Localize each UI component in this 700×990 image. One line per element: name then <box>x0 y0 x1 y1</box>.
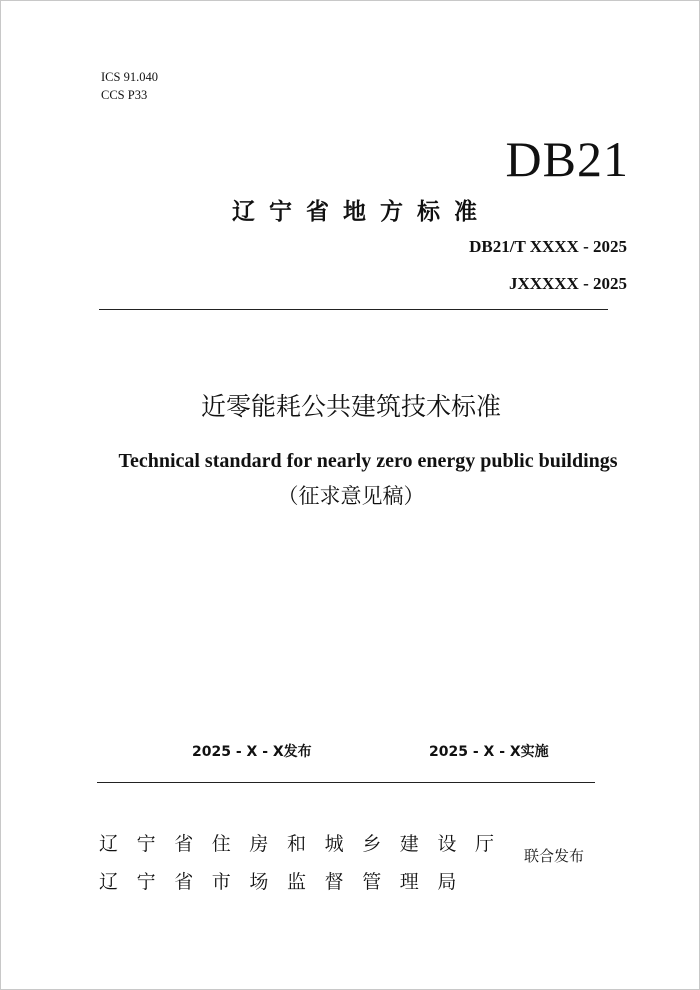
top-divider <box>99 309 608 310</box>
db-mark: DB21 <box>505 131 629 187</box>
issuer-market-admin: 辽宁省市场监督管理局 <box>99 871 476 893</box>
standard-number: DB21/T XXXX - 2025 <box>469 237 627 256</box>
publish-date: 2025 - X - X发布 <box>192 744 312 760</box>
title-chinese: 近零能耗公共建筑技术标准 <box>200 392 501 421</box>
implement-date: 2025 - X - X实施 <box>429 744 549 760</box>
issuer-housing-dept: 辽宁省住房和城乡建设厅 <box>99 833 513 855</box>
bottom-divider <box>97 782 595 783</box>
local-standard-label: 辽宁省地方标准 <box>232 199 491 225</box>
draft-status: （征求意见稿） <box>277 484 425 508</box>
title-english: Technical standard for nearly zero energy public buildings <box>118 450 618 472</box>
ics-code: ICS 91.040 <box>101 70 158 84</box>
ccs-code: CCS P33 <box>101 88 148 102</box>
record-number: JXXXXX - 2025 <box>508 274 627 293</box>
classification-codes <box>101 68 158 104</box>
joint-issue-label: 联合发布 <box>524 847 585 865</box>
